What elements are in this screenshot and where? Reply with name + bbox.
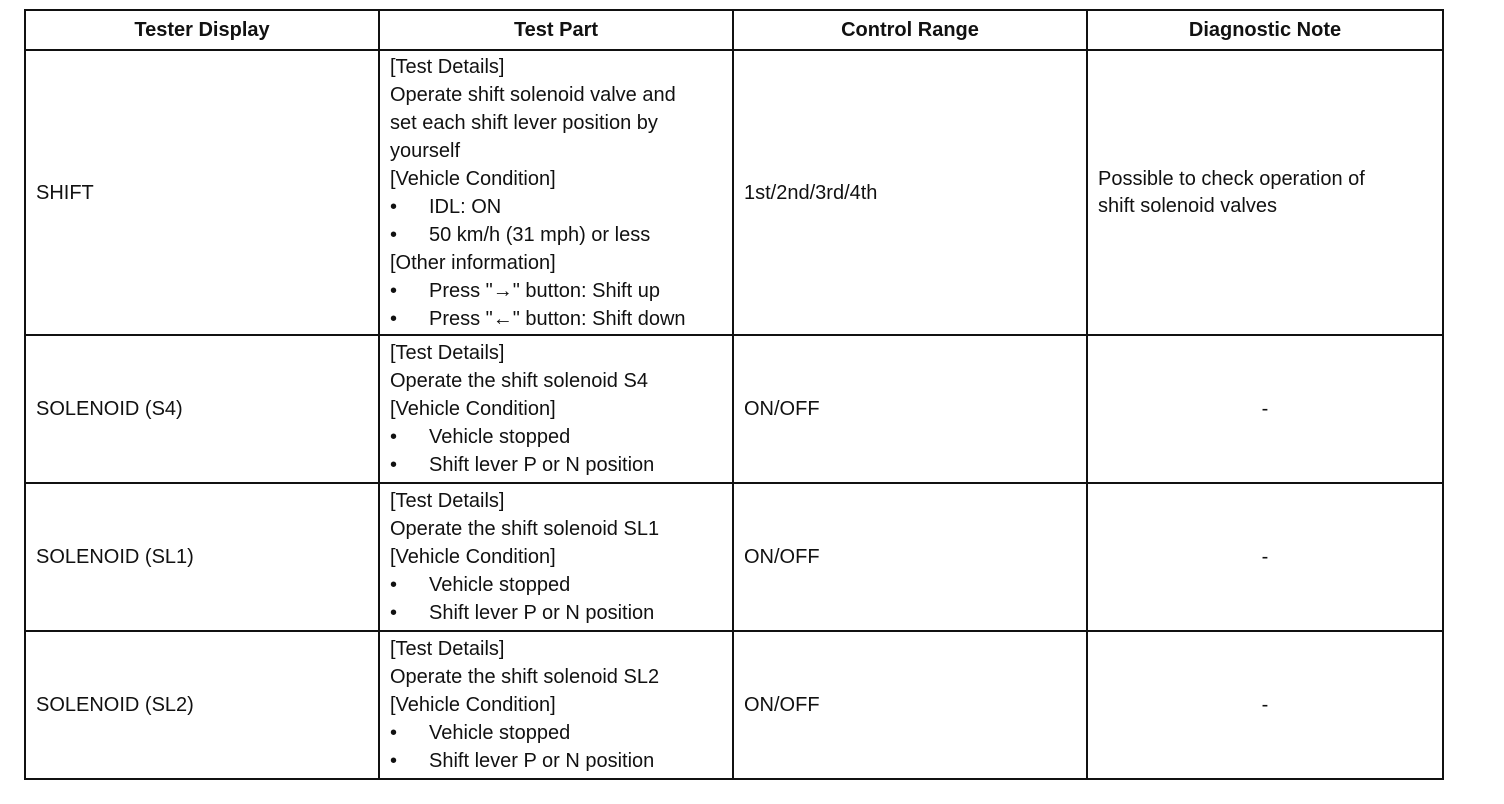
condition-text: Vehicle stopped <box>429 722 571 744</box>
header-tester-display: Tester Display <box>25 10 379 50</box>
table-header-row <box>25 10 1443 50</box>
bullet-icon: • <box>390 574 398 596</box>
test-details-text: Operate the shift solenoid SL2 <box>390 666 660 688</box>
control-range-cell: ON/OFF <box>733 335 1087 483</box>
header-diagnostic-note: Diagnostic Note <box>1087 10 1443 50</box>
condition-item <box>390 451 722 479</box>
table-row <box>25 50 1443 335</box>
other-info-text: Press "→" button: Shift up <box>429 279 660 302</box>
diagnostic-note-cell: - <box>1087 483 1443 631</box>
diagnostic-note-cell: - <box>1087 631 1443 779</box>
condition-text: Shift lever P or N position <box>429 750 655 772</box>
other-info-item <box>390 305 722 333</box>
test-details-text: Operate the shift solenoid SL1 <box>390 518 660 540</box>
bullet-icon: • <box>390 454 398 476</box>
control-range-cell: ON/OFF <box>733 483 1087 631</box>
diagnostic-note-cell: - <box>1087 335 1443 483</box>
condition-item <box>390 193 722 221</box>
test-details-text: Operate the shift solenoid S4 <box>390 370 648 392</box>
bullet-icon: • <box>390 426 398 448</box>
tester-display-cell: SHIFT <box>25 50 379 335</box>
control-range-cell: ON/OFF <box>733 631 1087 779</box>
header-control-range: Control Range <box>733 10 1087 50</box>
table-row <box>25 335 1443 483</box>
condition-item <box>390 599 722 627</box>
condition-item <box>390 221 722 249</box>
bullet-icon: • <box>390 307 398 330</box>
other-info-label: [Other information] <box>390 251 556 274</box>
test-details-text: Operate shift solenoid valve and <box>390 83 676 106</box>
header-test-part: Test Part <box>379 10 733 50</box>
condition-item <box>390 423 722 451</box>
condition-text: Shift lever P or N position <box>429 602 655 624</box>
condition-item <box>390 719 722 747</box>
condition-text: IDL: ON <box>429 195 502 218</box>
other-info-item <box>390 277 722 305</box>
condition-item <box>390 747 722 775</box>
bullet-icon: • <box>390 602 398 624</box>
test-details-text: set each shift lever position by <box>390 111 658 134</box>
active-test-table <box>24 9 1444 780</box>
bullet-icon: • <box>390 223 398 246</box>
bullet-icon: • <box>390 195 398 218</box>
test-details-label: [Test Details] <box>390 490 505 512</box>
test-details-label: [Test Details] <box>390 638 505 660</box>
diagnostic-note-text: Possible to check operation of <box>1098 167 1365 190</box>
condition-item <box>390 571 722 599</box>
vehicle-condition-label: [Vehicle Condition] <box>390 167 556 190</box>
condition-text: 50 km/h (31 mph) or less <box>429 223 651 246</box>
test-details-text: yourself <box>390 139 461 162</box>
table-row <box>25 631 1443 779</box>
diagnostic-note-cell <box>1087 50 1443 335</box>
tester-display-cell: SOLENOID (SL1) <box>25 483 379 631</box>
tester-display-cell: SOLENOID (S4) <box>25 335 379 483</box>
other-info-text: Press "←" button: Shift down <box>429 307 686 330</box>
test-part-cell <box>379 483 733 631</box>
test-part-cell <box>379 335 733 483</box>
test-part-cell <box>379 50 733 335</box>
condition-text: Vehicle stopped <box>429 574 571 596</box>
tester-display-cell: SOLENOID (SL2) <box>25 631 379 779</box>
bullet-icon: • <box>390 722 398 744</box>
control-range-cell: 1st/2nd/3rd/4th <box>733 50 1087 335</box>
condition-text: Vehicle stopped <box>429 426 571 448</box>
test-details-label: [Test Details] <box>390 342 505 364</box>
diagnostic-note-text: shift solenoid valves <box>1098 194 1277 217</box>
test-details-label: [Test Details] <box>390 55 505 78</box>
vehicle-condition-label: [Vehicle Condition] <box>390 694 556 716</box>
table-row <box>25 483 1443 631</box>
vehicle-condition-label: [Vehicle Condition] <box>390 398 556 420</box>
condition-text: Shift lever P or N position <box>429 454 655 476</box>
test-part-cell <box>379 631 733 779</box>
bullet-icon: • <box>390 279 398 302</box>
bullet-icon: • <box>390 750 398 772</box>
vehicle-condition-label: [Vehicle Condition] <box>390 546 556 568</box>
